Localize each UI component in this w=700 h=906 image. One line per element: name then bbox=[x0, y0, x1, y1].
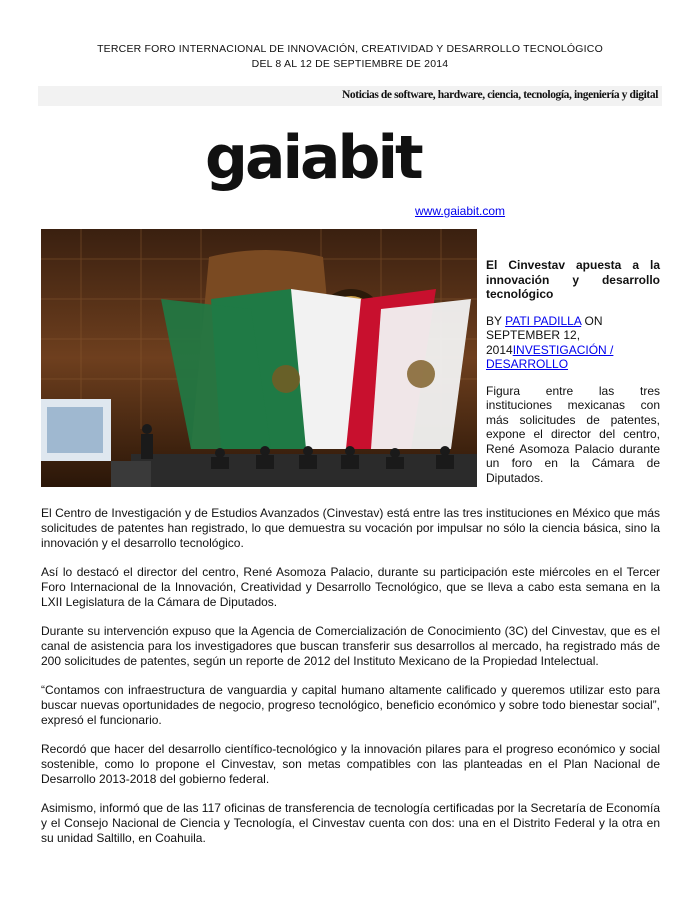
article-paragraph: El Centro de Investigación y de Estudios Avanzados (Cinvestav) está entre las tres instituciones en México que más solicitudes de patentes han registrado, lo que demuestra su vocación por impulsar no sólo la ciencia básica, sino la innovación y el desarrollo tecnológico. bbox=[41, 506, 660, 550]
site-link[interactable]: www.gaiabit.com bbox=[415, 204, 506, 218]
category-link[interactable]: INVESTIGACIÓN / DESARROLLO bbox=[486, 342, 614, 371]
article-byline bbox=[486, 314, 660, 372]
header-line-2: DEL 8 AL 12 DE SEPTIEMBRE DE 2014 bbox=[251, 58, 449, 70]
gaiabit-logo: gaiabit bbox=[205, 123, 421, 193]
photo-caption: Figura entre las tres instituciones mexicanas con más solicitudes de patentes, expone el director del centro, René Asomoza Palacio durante un foro en la Cámara de Diputados. bbox=[486, 383, 660, 485]
article-sidebar bbox=[486, 258, 660, 497]
article-paragraph: “Contamos con infraestructura de vanguardia y capital humano altamente calificado y queremos utilizar esto para buscar nuevas oportunidades de negocio, progreso tecnológico, beneficio económico y sobre todo bienestar social”, expresó el funcionario. bbox=[41, 683, 660, 727]
article-paragraph: Asimismo, informó que de las 117 oficinas de transferencia de tecnología certificadas por la Secretaría de Economía y el Consejo Nacional de Ciencia y Tecnología, el Cinvestav cuenta con dos: una en el Distrito Federal y la otra en su unidad Saltillo, en Coahuila. bbox=[41, 801, 660, 845]
chamber-photo-illustration bbox=[41, 229, 477, 487]
site-tagline: Noticias de software, hardware, ciencia, tecnología, ingeniería y digital bbox=[342, 89, 658, 101]
tagline-bar bbox=[38, 86, 662, 106]
article-photo bbox=[41, 229, 477, 487]
article-paragraph: Así lo destacó el director del centro, René Asomoza Palacio, durante su participación este miércoles en el Tercer Foro Internacional de la Innovación, Creatividad y Desarrollo Tecnológico, que se lleva a cabo esta semana en la LXII Legislatura de la Cámara de Diputados. bbox=[41, 565, 660, 609]
author-link[interactable]: PATI PADILLA bbox=[505, 313, 582, 328]
byline-prefix: BY bbox=[486, 313, 506, 328]
article-paragraph: Durante su intervención expuso que la Agencia de Comercialización de Conocimiento (3C) del Cinvestav, que es el canal de asistencia para los investigadores que buscan transferir sus desarrollos al mercado, ha registrado más de 200 solicitudes de patentes, según un reporte de 2012 del Instituto Mexicano de la Propiedad Intelectual. bbox=[41, 624, 660, 668]
byline-date: ON SEPTEMBER 12, 2014 bbox=[486, 313, 603, 357]
article-body bbox=[41, 506, 660, 860]
header-line-1: TERCER FORO INTERNACIONAL DE INNOVACIÓN, CREATIVIDAD Y DESARROLLO TECNOLÓGICO bbox=[97, 43, 603, 55]
article-paragraph: Recordó que hacer del desarrollo científico-tecnológico y la innovación pilares para el progreso económico y social sostenible, como lo propone el Cinvestav, son metas compatibles con las planteadas en el Plan Nacional de Desarrollo 2013-2018 del gobierno federal. bbox=[41, 742, 660, 786]
article-headline: El Cinvestav apuesta a la innovación y desarrollo tecnológico bbox=[486, 258, 660, 301]
document-header bbox=[0, 42, 700, 72]
